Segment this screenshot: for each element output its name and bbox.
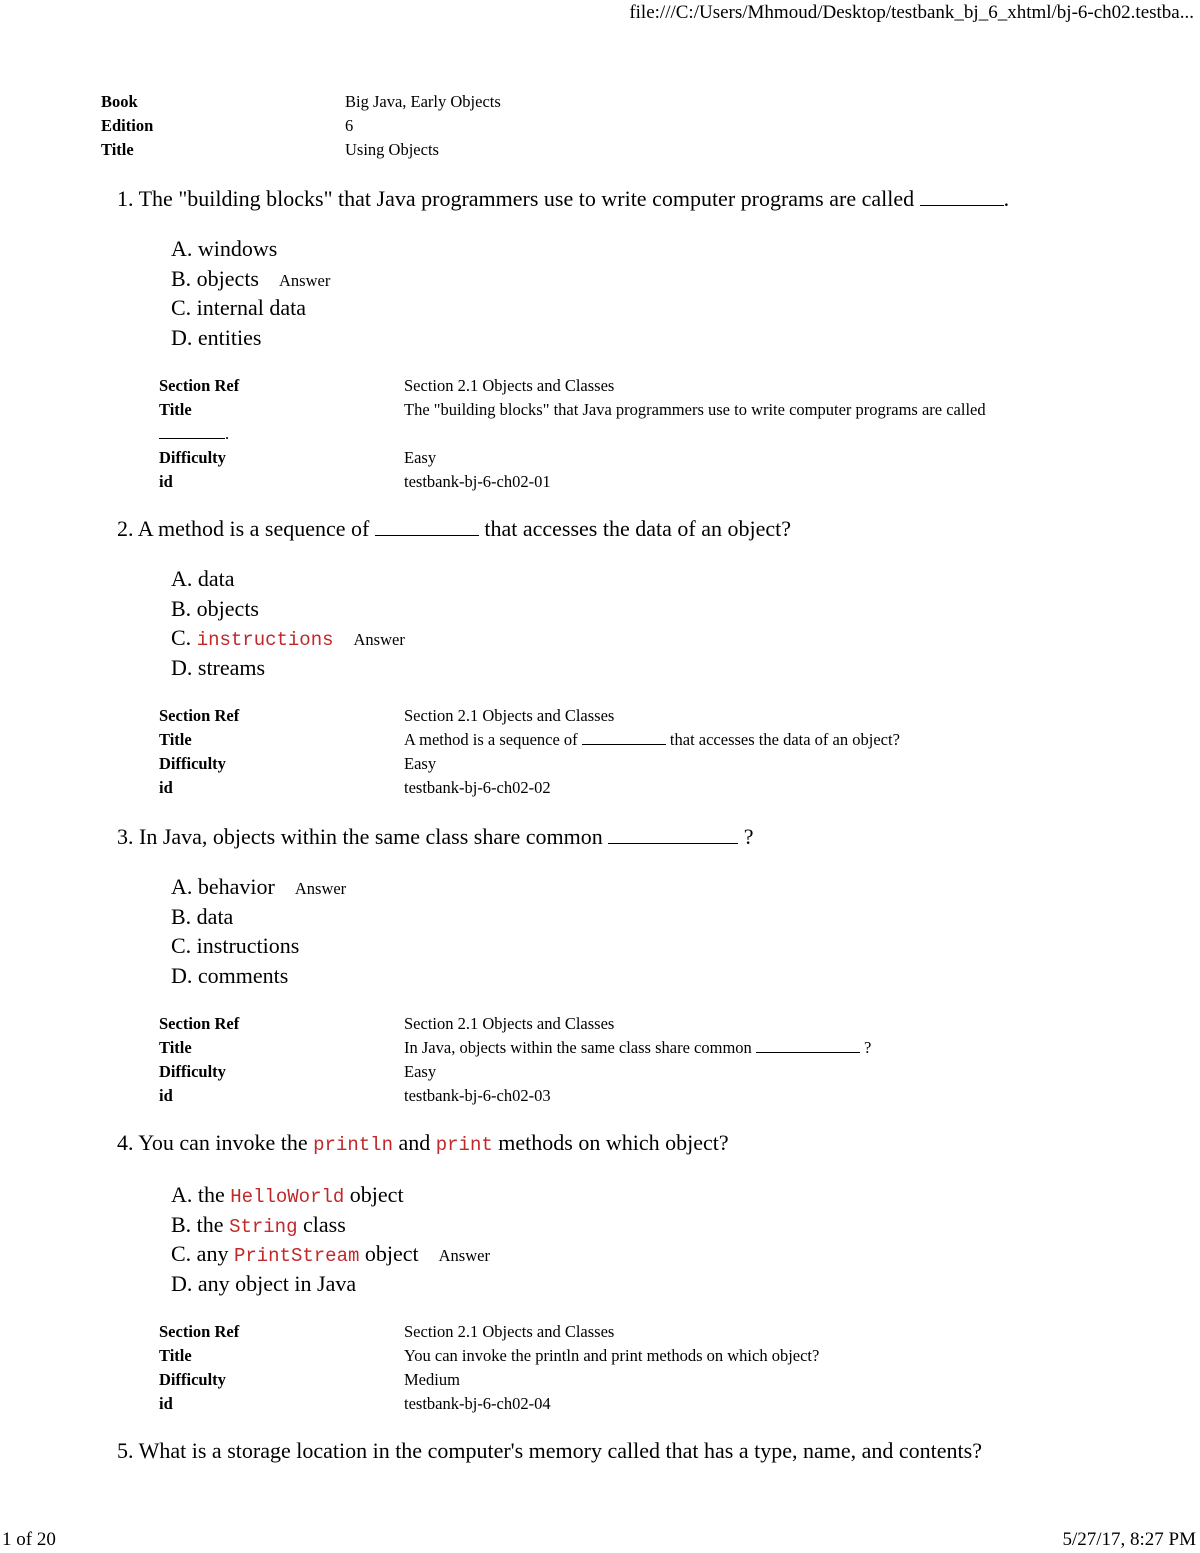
info-label: Difficulty (159, 754, 226, 774)
question-stem (117, 185, 1177, 213)
section-ref: Section 2.1 Objects and Classes (404, 1322, 615, 1342)
info-label: Section Ref (159, 376, 240, 396)
option-c: C. instructions (171, 933, 300, 959)
info-label: Title (159, 400, 192, 420)
option-d: D. any object in Java (171, 1270, 357, 1296)
stem-text: You can invoke the (138, 1130, 308, 1155)
info-label: Section Ref (159, 706, 240, 726)
meta-row-edition (101, 114, 501, 138)
code-term: PrintStream (233, 1245, 360, 1268)
info-label: id (159, 1394, 173, 1414)
meta-row-title (101, 138, 501, 162)
answer-blank (756, 1036, 860, 1053)
option-text: A. behavior (171, 874, 275, 899)
answer-blank (159, 422, 225, 439)
option-b: B. data (171, 903, 234, 929)
info-title-text: In Java, objects within the same class share common (404, 1038, 752, 1058)
question-stem (117, 1129, 1177, 1159)
option-text: object (364, 1241, 419, 1267)
info-title: . (225, 424, 230, 444)
answer-marker: Answer (294, 879, 347, 898)
question-3 (117, 823, 1177, 1108)
question-number: 3. (117, 824, 134, 849)
info-title (404, 728, 1177, 752)
section-ref: Section 2.1 Objects and Classes (404, 376, 615, 396)
option-b (171, 264, 1177, 294)
question-info (159, 1012, 1177, 1108)
difficulty: Easy (404, 1062, 437, 1082)
difficulty: Easy (404, 448, 437, 468)
stem-text: that accesses the data of an object? (484, 516, 791, 541)
document-url: file:///C:/Users/Mhmoud/Desktop/testbank_bj_6_xhtml/bj-6-ch02.testba... (629, 2, 1194, 23)
option-list (171, 1180, 1177, 1298)
answer-marker: Answer (353, 630, 405, 650)
stem-text: The "building blocks" that Java programmers use to write computer programs are called (138, 186, 915, 211)
stem-text: ? (743, 824, 754, 849)
question-id: testbank-bj-6-ch02-03 (404, 1086, 551, 1106)
info-title-text: A method is a sequence of (404, 730, 578, 750)
answer-marker: Answer (438, 1246, 490, 1266)
question-number: 4. (117, 1130, 134, 1155)
answer-marker: Answer (279, 270, 331, 290)
meta-label: Edition (101, 116, 154, 135)
option-b (171, 1210, 1177, 1240)
option-c (171, 1239, 1177, 1269)
option-text: C. any (171, 1241, 229, 1267)
info-title: You can invoke the println and print methods on which object? (404, 1346, 820, 1366)
info-label: Title (159, 1038, 192, 1058)
section-ref: Section 2.1 Objects and Classes (404, 1014, 615, 1034)
print-datetime: 5/27/17, 8:27 PM (1062, 1529, 1196, 1550)
question-info (159, 704, 1177, 800)
info-label: Title (159, 1346, 192, 1366)
info-label: Difficulty (159, 1062, 226, 1082)
meta-value: Using Objects (345, 140, 439, 159)
info-title (404, 1036, 1177, 1060)
option-text: C. (171, 625, 197, 651)
option-text: B. the (171, 1211, 224, 1237)
option-text: class (302, 1211, 346, 1237)
question-2 (117, 515, 1177, 800)
code-term: print (435, 1134, 493, 1156)
question-4 (117, 1129, 1177, 1416)
question-number: 5. (117, 1438, 134, 1463)
question-number: 2. (117, 516, 134, 541)
info-label: id (159, 472, 173, 492)
option-a (171, 1180, 1177, 1210)
code-term: instructions (196, 629, 334, 652)
question-stem (117, 1437, 1177, 1465)
stem-text: In Java, objects within the same class share common (139, 824, 603, 849)
meta-label: Book (101, 92, 138, 111)
question-info (159, 1320, 1177, 1416)
page-indicator: 1 of 20 (2, 1529, 56, 1550)
code-term: String (229, 1215, 298, 1238)
option-a (171, 872, 1177, 902)
code-term: println (313, 1134, 393, 1156)
answer-blank (375, 519, 479, 536)
info-title-text: that accesses the data of an object? (669, 730, 900, 750)
question-1 (117, 185, 1177, 494)
question-5 (117, 1437, 1177, 1465)
stem-text: and (398, 1130, 431, 1155)
option-c (171, 623, 1177, 653)
option-text: object (349, 1182, 404, 1207)
question-stem (117, 823, 1177, 851)
option-d: D. entities (171, 324, 262, 350)
stem-text: A method is a sequence of (137, 516, 370, 541)
option-d: D. streams (171, 654, 266, 680)
meta-value: 6 (345, 116, 354, 135)
difficulty: Easy (404, 754, 437, 774)
book-metadata (101, 90, 501, 162)
meta-row-book (101, 90, 501, 114)
answer-blank (582, 728, 666, 745)
info-label: id (159, 1086, 173, 1106)
option-a: A. windows (171, 236, 278, 261)
option-text: A. the (171, 1182, 225, 1207)
meta-value: Big Java, Early Objects (345, 92, 501, 111)
option-list (171, 872, 1177, 990)
info-label: Section Ref (159, 1322, 240, 1342)
question-id: testbank-bj-6-ch02-04 (404, 1394, 551, 1414)
info-title-text: ? (864, 1038, 872, 1058)
question-id: testbank-bj-6-ch02-01 (404, 472, 551, 492)
option-d: D. comments (171, 962, 289, 988)
option-list (171, 564, 1177, 682)
option-c: C. internal data (171, 295, 307, 321)
info-label: Difficulty (159, 448, 226, 468)
info-title: The "building blocks" that Java programmers use to write computer programs are called (404, 400, 986, 420)
info-label: Section Ref (159, 1014, 240, 1034)
option-list (171, 234, 1177, 352)
info-label: Title (159, 730, 192, 750)
stem-text: What is a storage location in the computer's memory called that has a type, name, and contents? (138, 1438, 982, 1463)
info-label: Difficulty (159, 1370, 226, 1390)
question-number: 1. (117, 186, 134, 211)
stem-text: methods on which object? (498, 1130, 729, 1155)
meta-label: Title (101, 140, 134, 159)
info-title-wrap (159, 422, 1177, 446)
answer-blank (920, 189, 1004, 206)
question-id: testbank-bj-6-ch02-02 (404, 778, 551, 798)
option-a: A. data (171, 566, 235, 591)
question-stem (117, 515, 1177, 543)
option-text: B. objects (171, 265, 259, 291)
answer-blank (608, 827, 738, 844)
section-ref: Section 2.1 Objects and Classes (404, 706, 615, 726)
code-term: HelloWorld (230, 1186, 345, 1208)
stem-text: . (1003, 186, 1010, 211)
question-info (159, 374, 1177, 494)
option-b: B. objects (171, 595, 259, 621)
difficulty: Medium (404, 1370, 460, 1390)
info-label: id (159, 778, 173, 798)
